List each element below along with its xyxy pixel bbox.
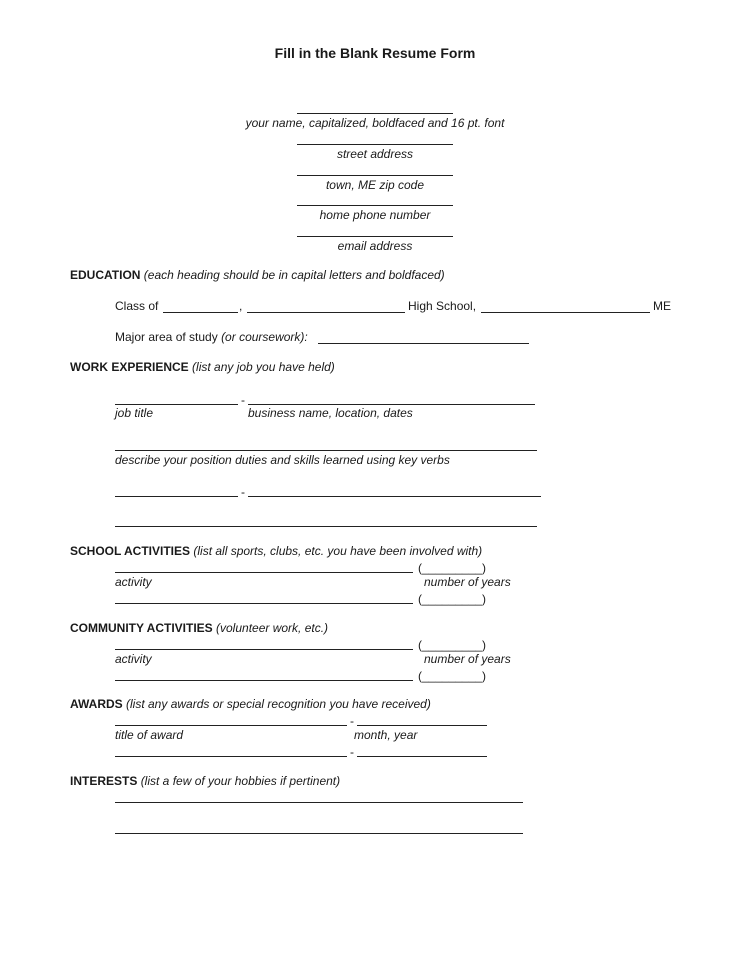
dash-1: - [241, 393, 245, 407]
community-heading: COMMUNITY ACTIVITIES [70, 621, 213, 635]
class-year-blank[interactable] [163, 312, 238, 313]
name-hint: your name, capitalized, boldfaced and 16 pt. font [245, 116, 505, 130]
street-blank[interactable] [297, 144, 453, 145]
major-note: (or coursework): [221, 330, 308, 344]
town-school-blank[interactable] [481, 312, 650, 313]
years-blank-1[interactable]: (_________) [418, 561, 487, 575]
business-blank-1[interactable] [248, 404, 535, 405]
interests-note: (list a few of your hobbies if pertinent) [140, 774, 341, 788]
major-blank[interactable] [318, 343, 529, 344]
interests-heading: INTERESTS [70, 774, 138, 788]
award-date-blank-1[interactable] [357, 725, 487, 726]
awards-dash-1: - [350, 714, 354, 728]
high-school-blank[interactable] [247, 312, 405, 313]
community-activity-hint: activity [115, 652, 152, 666]
town-blank[interactable] [297, 175, 453, 176]
awards-heading: AWARDS [70, 697, 123, 711]
community-activity-blank-1[interactable] [115, 649, 413, 650]
awards-heading-row [70, 698, 431, 710]
school-heading-row [70, 545, 482, 557]
work-heading-row [70, 361, 335, 373]
phone-blank[interactable] [297, 205, 453, 206]
work-heading: WORK EXPERIENCE [70, 360, 189, 374]
interests-blank-1[interactable] [115, 802, 523, 803]
award-date-blank-2[interactable] [357, 756, 487, 757]
education-heading-row [70, 269, 445, 281]
email-hint: email address [337, 239, 413, 253]
major-row [115, 331, 308, 343]
school-note: (list all sports, clubs, etc. you have been involved with) [193, 544, 483, 558]
activity-hint: activity [115, 575, 152, 589]
town-hint: town, ME zip code [325, 178, 425, 192]
awards-note: (list any awards or special recognition you have received) [126, 697, 431, 711]
award-title-blank-2[interactable] [115, 756, 347, 757]
work-note: (list any job you have held) [192, 360, 335, 374]
dash-2: - [241, 485, 245, 499]
years-blank-2[interactable]: (_________) [418, 592, 487, 606]
business-hint: business name, location, dates [248, 406, 413, 420]
business-blank-2[interactable] [248, 496, 541, 497]
duties-blank-1[interactable] [115, 450, 537, 451]
years-hint: number of years [424, 575, 511, 589]
awards-dash-2: - [350, 745, 354, 759]
job-title-blank-2[interactable] [115, 496, 238, 497]
job-title-hint: job title [115, 406, 154, 420]
activity-blank-2[interactable] [115, 603, 413, 604]
community-years-hint: number of years [424, 652, 511, 666]
job-title-blank-1[interactable] [115, 404, 238, 405]
class-of-label: Class of [115, 299, 159, 313]
community-activity-blank-2[interactable] [115, 680, 413, 681]
page-title: Fill in the Blank Resume Form [274, 45, 476, 61]
state-label: ME [653, 299, 671, 313]
community-years-blank-1[interactable]: (_________) [418, 638, 487, 652]
award-title-blank-1[interactable] [115, 725, 347, 726]
education-note: (each heading should be in capital letters and boldfaced) [143, 268, 445, 282]
describe-hint: describe your position duties and skills learned using key verbs [115, 453, 450, 467]
high-school-label: High School, [408, 299, 477, 313]
email-blank[interactable] [297, 236, 453, 237]
community-years-blank-2[interactable]: (_________) [418, 669, 487, 683]
school-heading: SCHOOL ACTIVITIES [70, 544, 191, 558]
duties-blank-2[interactable] [115, 526, 537, 527]
phone-hint: home phone number [319, 208, 431, 222]
street-hint: street address [336, 147, 414, 161]
community-note: (volunteer work, etc.) [216, 621, 329, 635]
activity-blank-1[interactable] [115, 572, 413, 573]
award-date-hint: month, year [354, 728, 418, 742]
comma-sep: , [239, 299, 243, 313]
award-title-hint: title of award [115, 728, 184, 742]
education-heading: EDUCATION [70, 268, 141, 282]
interests-blank-2[interactable] [115, 833, 523, 834]
community-heading-row [70, 622, 328, 634]
interests-heading-row [70, 775, 340, 787]
major-label: Major area of study [115, 330, 218, 344]
name-blank[interactable] [297, 113, 453, 114]
